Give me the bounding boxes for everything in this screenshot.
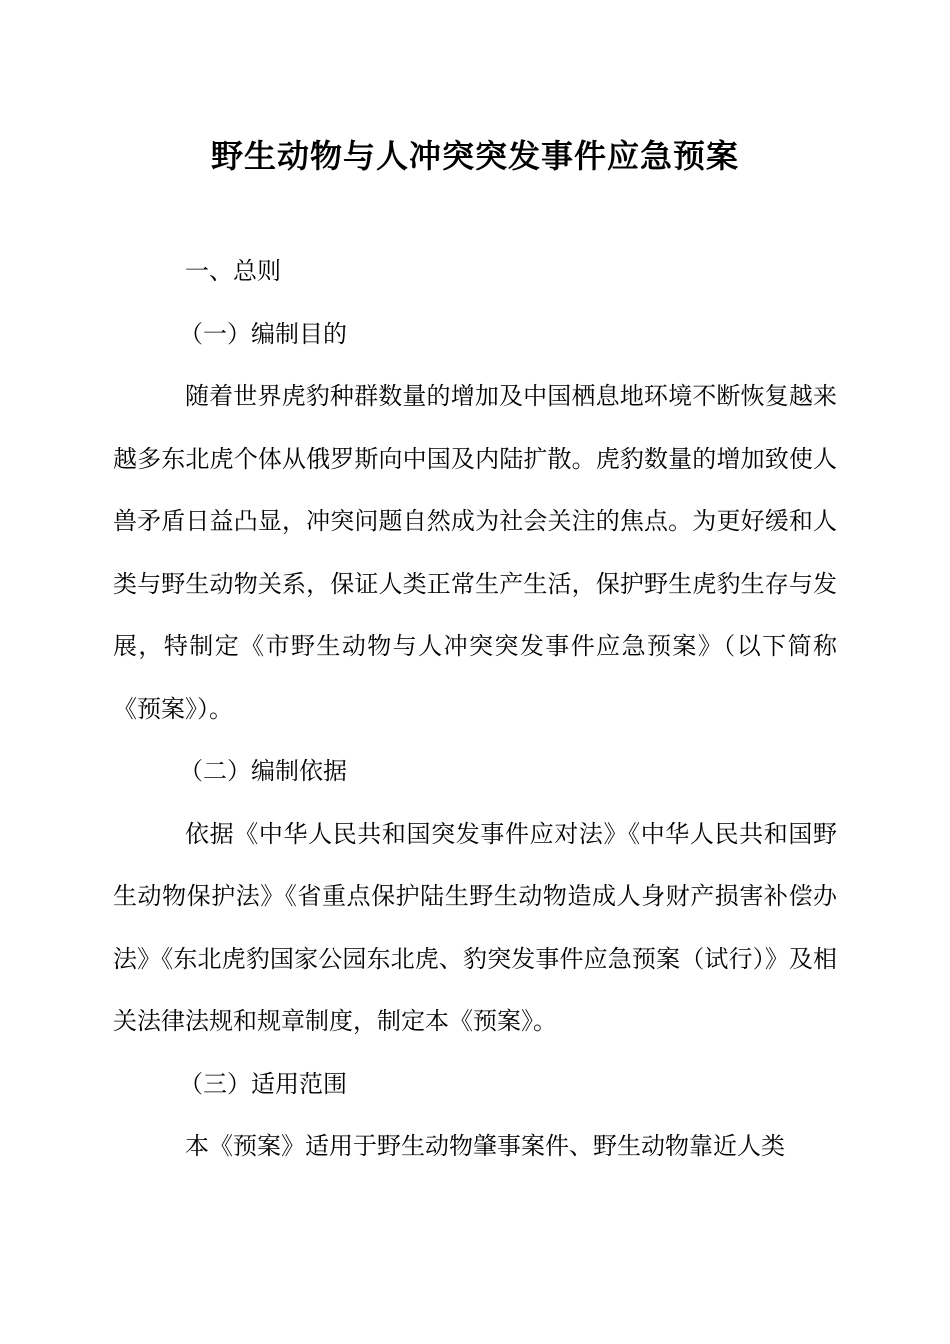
document-title: 野生动物与人冲突突发事件应急预案 <box>210 137 739 175</box>
subheading-scope: （三）适用范围 <box>179 1069 347 1098</box>
subheading-purpose: （一）编制目的 <box>179 319 347 348</box>
paragraph-purpose: 随着世界虎豹种群数量的增加及中国栖息地环境不断恢复越来越多东北虎个体从俄罗斯向中国及内陆扩散。虎豹数量的增加致使人兽矛盾日益凸显，冲突问题自然成为社会关注的焦点。为更好缓和人类与野生动物关系，保证人类正常生产生活，保护野生虎豹生存与发展，特制定《市野生动物与人冲突突发事件应急预案》（以下简称《预案》）。 <box>113 382 837 723</box>
subheading-basis: （二）编制依据 <box>179 757 347 785</box>
paragraph-scope: 本《预案》适用于野生动物肇事案件、野生动物靠近人类 <box>185 1132 785 1160</box>
section-heading-general: 一、总则 <box>185 257 281 285</box>
document-body <box>113 240 837 1178</box>
paragraph-basis: 依据《中华人民共和国突发事件应对法》《中华人民共和国野生动物保护法》《省重点保护陆生野生动物造成人身财产损害补偿办法》《东北虎豹国家公园东北虎、豹突发事件应急预案（试行）》及相关法律法规和规章制度，制定本《预案》。 <box>113 819 837 1035</box>
